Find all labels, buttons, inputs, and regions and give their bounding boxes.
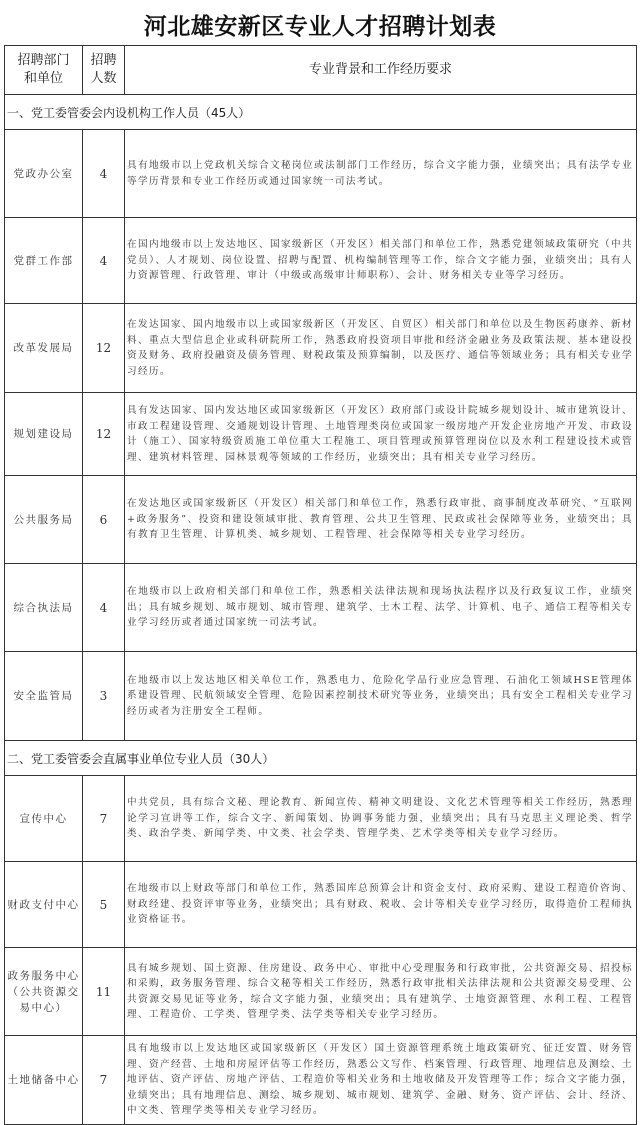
requirements-cell: 在地级市以上政府相关部门和单位工作，熟悉相关法律法规和现场执法程序以及行政复议工作，业绩突出；具有城乡规划、城市规划、城市管理、建筑学、土木工程、法学、计算机、电子、通信工程等相关专业学习经历或者通过国家统一司法考试。 — [125, 564, 637, 652]
dept-cell: 安全监管局 — [5, 652, 83, 741]
dept-cell: 综合执法局 — [5, 564, 83, 652]
header-count: 招聘人数 — [83, 46, 125, 95]
table-row — [5, 564, 637, 652]
table-row — [5, 218, 637, 304]
table-row — [5, 862, 637, 948]
count-cell: 5 — [83, 862, 125, 948]
dept-cell: 公共服务局 — [5, 476, 83, 564]
requirements-cell: 具有地级市以上发达地区或国家级新区（开发区）国土资源管理系统土地政策研究、征迁安置、财务管理、资产经营、土地和房屋评估等工作经历，熟悉公文写作、档案管理、行政管理、地理信息及测绘、土地评估、资产评估、房地产评估、工程造价等相关业务和土地收储及开发管理等工作；综合文字能力强，业绩突出；具有地理信息、测绘、城乡规划、城市规划、建筑学、金融、财务、资产评估、会计、经济、中文类、管理学类等相关专业学习经历。 — [125, 1036, 637, 1125]
count-cell: 7 — [83, 1036, 125, 1125]
section-heading: 一、党工委管委会内设机构工作人员（45人） — [5, 95, 637, 130]
count-cell: 7 — [83, 776, 125, 862]
dept-cell: 财政支付中心 — [5, 862, 83, 948]
table-header-row — [5, 46, 637, 95]
dept-cell: 党群工作部 — [5, 218, 83, 304]
recruitment-table — [4, 45, 637, 1125]
table-row — [5, 948, 637, 1036]
count-cell: 12 — [83, 393, 125, 476]
requirements-cell: 在国内地级市以上发达地区、国家级新区（开发区）相关部门和单位工作，熟悉党建领域政策研究（中共党员）、人才规划、岗位设置、招聘与配置、机构编制管理等工作，综合文字能力强，业绩突出；具有人力资源管理、行政管理、审计（中级或高级审计师职称）、会计、财务相关专业等学习经历。 — [125, 218, 637, 304]
count-cell: 6 — [83, 476, 125, 564]
header-dept: 招聘部门和单位 — [5, 46, 83, 95]
requirements-cell: 具有城乡规划、国土资源、住房建设、政务中心、审批中心受理服务和行政审批，公共资源交易、招投标和采购，政务服务管理、综合文秘等相关工作经历，熟悉行政审批相关法律法规和公共资源交易受理、公共资源交易见证等业务，综合文字能力强，业绩突出；具有建筑学、土地资源管理、水利工程、工程管理、工程造价、工学类、管理学类、法学类等相关专业学习经历。 — [125, 948, 637, 1036]
dept-cell: 宣传中心 — [5, 776, 83, 862]
section-heading-row — [5, 95, 637, 130]
header-requirements: 专业背景和工作经历要求 — [125, 46, 637, 95]
requirements-cell: 具有地级市以上党政机关综合文秘岗位或法制部门工作经历，综合文字能力强，业绩突出；具有法学专业等学历背景和专业工作经历或通过国家统一司法考试。 — [125, 130, 637, 218]
requirements-cell: 在发达国家、国内地级市以上或国家级新区（开发区、自贸区）相关部门和单位以及生物医药康养、新材料、重点大型信息企业或科研院所工作，熟悉政府投资项目审批和经济金融业务及政策法规、基本建设投资及财务、政府投融资及债务管理、财税政策及预算编制，以及医疗、通信等领域业务；具有相关专业学习经历。 — [125, 304, 637, 393]
requirements-cell: 具有发达国家、国内发达地区或国家级新区（开发区）政府部门或设计院城乡规划设计、城市建筑设计、市政工程建设管理、交通规划设计管理、土地管理类岗位或国家一级房地产开发企业房地产开发、市政设计（施工）、国家特级资质施工单位重大工程施工、项目管理或预算管理岗位以及水利工程建设技术或管理、建筑材料管理、园林景观等领域的工作经历，业绩突出；具有相关专业学习经历。 — [125, 393, 637, 476]
requirements-cell: 在地级市以上发达地区相关单位工作，熟悉电力、危险化学品行业应急管理、石油化工领域HSE管理体系建设管理、民航领域安全管理、危险因素控制技术研究等业务，业绩突出；具有安全工程相关专业学习经历或者为注册安全工程师。 — [125, 652, 637, 741]
table-row — [5, 130, 637, 218]
requirements-cell: 在地级市以上财政等部门和单位工作，熟悉国库总预算会计和资金支付、政府采购、建设工程造价咨询、财政经建、投资评审等业务，业绩突出；具有财政、税收、会计等相关专业学习经历，取得造价工程师执业资格证书。 — [125, 862, 637, 948]
table-row — [5, 476, 637, 564]
table-row — [5, 652, 637, 741]
dept-cell: 党政办公室 — [5, 130, 83, 218]
count-cell: 4 — [83, 218, 125, 304]
dept-cell: 土地储备中心 — [5, 1036, 83, 1125]
page-title: 河北雄安新区专业人才招聘计划表 — [143, 13, 497, 40]
dept-cell: 政务服务中心（公共资源交易中心） — [5, 948, 83, 1036]
section-heading-row — [5, 741, 637, 776]
count-cell: 4 — [83, 564, 125, 652]
count-cell: 3 — [83, 652, 125, 741]
table-row — [5, 304, 637, 393]
requirements-cell: 中共党员，具有综合文秘、理论教育、新闻宣传、精神文明建设、文化艺术管理等相关工作经历，熟悉理论学习宣讲等工作，综合文字、新闻策划、协调事务能力强，业绩突出；具有马克思主义理论类、哲学类、政治学类、新闻学类、中文类、社会学类、管理学类、艺术学类等相关专业学习经历。 — [125, 776, 637, 862]
dept-cell: 改革发展局 — [5, 304, 83, 393]
requirements-cell: 在发达地区或国家级新区（开发区）相关部门和单位工作，熟悉行政审批、商事制度改革研究、“互联网+政务服务”、投资和建设领域审批、教育管理、公共卫生管理、民政或社会保障等业务，业绩突出；具有教育卫生管理、计算机类、城乡规划、工程管理、社会保障等相关专业学习经历。 — [125, 476, 637, 564]
section-heading: 二、党工委管委会直属事业单位专业人员（30人） — [5, 741, 637, 776]
dept-cell: 规划建设局 — [5, 393, 83, 476]
count-cell: 4 — [83, 130, 125, 218]
count-cell: 12 — [83, 304, 125, 393]
table-row — [5, 1036, 637, 1125]
table-row — [5, 393, 637, 476]
count-cell: 11 — [83, 948, 125, 1036]
table-row — [5, 776, 637, 862]
